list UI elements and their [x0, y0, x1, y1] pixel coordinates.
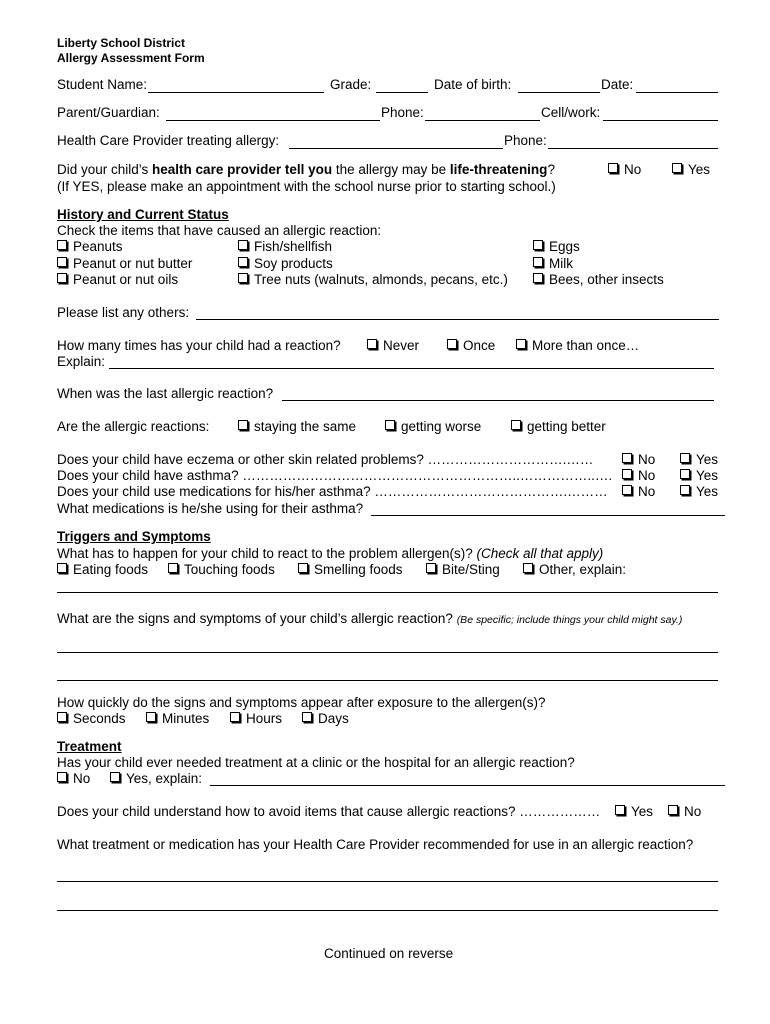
life-threat-yes[interactable]: Yes	[672, 162, 710, 177]
grade-field[interactable]	[376, 92, 428, 93]
trigger-eating[interactable]: Eating foods	[57, 562, 148, 577]
times-more[interactable]: More than once…	[516, 338, 639, 353]
checkbox-icon[interactable]	[367, 339, 377, 349]
allergen-peanut-butter[interactable]: Peanut or nut butter	[57, 256, 192, 271]
checkbox-icon[interactable]	[533, 240, 543, 250]
allergen-peanut-oils[interactable]: Peanut or nut oils	[57, 272, 178, 287]
speed-minutes[interactable]: Minutes	[146, 711, 209, 726]
checkbox-icon[interactable]	[622, 485, 632, 495]
checkbox-icon[interactable]	[516, 339, 526, 349]
trigger-other[interactable]: Other, explain:	[523, 562, 626, 577]
provider-phone-label: Phone:	[504, 133, 547, 148]
allergen-soy[interactable]: Soy products	[238, 256, 333, 271]
last-reaction-label: When was the last allergic reaction?	[57, 386, 274, 401]
dob-field[interactable]	[518, 92, 600, 93]
speed-seconds[interactable]: Seconds	[57, 711, 126, 726]
checkbox-icon[interactable]	[57, 772, 67, 782]
checkbox-icon[interactable]	[668, 805, 678, 815]
trend-worse[interactable]: getting worse	[385, 419, 481, 434]
treatment-question: Has your child ever needed treatment at a clinic or the hospital for an allergic reaction?	[57, 755, 575, 770]
cell-label: Cell/work:	[541, 105, 601, 120]
history-heading: History and Current Status	[57, 207, 229, 222]
trend-same[interactable]: staying the same	[238, 419, 356, 434]
continued-note: Continued on reverse	[324, 946, 454, 961]
dob-label: Date of birth:	[434, 77, 512, 92]
checkbox-icon[interactable]	[298, 563, 308, 573]
speed-hours[interactable]: Hours	[230, 711, 282, 726]
signs-field-2[interactable]	[57, 680, 718, 681]
eczema-no[interactable]: No	[622, 452, 655, 467]
checkbox-icon[interactable]	[672, 163, 682, 173]
allergen-tree-nuts[interactable]: Tree nuts (walnuts, almonds, pecans, etc.)	[238, 272, 508, 287]
recommended-field-1[interactable]	[57, 881, 718, 882]
recommended-field-2[interactable]	[57, 910, 718, 911]
which-meds-label: What medications is he/she using for their asthma?	[57, 501, 364, 516]
checkbox-icon[interactable]	[523, 563, 533, 573]
form-title: Allergy Assessment Form	[57, 51, 205, 65]
phone-label: Phone:	[381, 105, 424, 120]
provider-label: Health Care Provider treating allergy:	[57, 133, 280, 148]
asthma-meds-no[interactable]: No	[622, 484, 655, 499]
asthma-no[interactable]: No	[622, 468, 655, 483]
checkbox-icon[interactable]	[57, 273, 67, 283]
allergen-milk[interactable]: Milk	[533, 256, 573, 271]
speed-question: How quickly do the signs and symptoms appear after exposure to the allergen(s)?	[57, 695, 546, 710]
checkbox-icon[interactable]	[533, 257, 543, 267]
phone-field[interactable]	[425, 120, 540, 121]
provider-field[interactable]	[289, 148, 503, 149]
checkbox-icon[interactable]	[238, 240, 248, 250]
triggers-question: What has to happen for your child to react to the problem allergen(s)? (Check all that apply)	[57, 546, 604, 561]
eczema-yes[interactable]: Yes	[680, 452, 718, 467]
cell-field[interactable]	[603, 120, 718, 121]
checkbox-icon[interactable]	[168, 563, 178, 573]
checkbox-icon[interactable]	[238, 420, 248, 430]
allergen-fish[interactable]: Fish/shellfish	[238, 239, 332, 254]
checkbox-icon[interactable]	[57, 712, 67, 722]
student-name-field[interactable]	[148, 92, 324, 93]
parent-field[interactable]	[166, 120, 380, 121]
checkbox-icon[interactable]	[385, 420, 395, 430]
checkbox-icon[interactable]	[680, 485, 690, 495]
provider-phone-field[interactable]	[548, 148, 718, 149]
grade-label: Grade:	[330, 77, 372, 92]
date-field[interactable]	[636, 92, 718, 93]
trigger-smelling[interactable]: Smelling foods	[298, 562, 403, 577]
checkbox-icon[interactable]	[680, 453, 690, 463]
checkbox-icon[interactable]	[615, 805, 625, 815]
student-name-label: Student Name:	[57, 77, 148, 92]
parent-label: Parent/Guardian:	[57, 105, 160, 120]
checkbox-icon[interactable]	[238, 257, 248, 267]
checkbox-icon[interactable]	[57, 257, 67, 267]
which-meds-field[interactable]	[371, 515, 725, 516]
times-once[interactable]: Once	[447, 338, 495, 353]
speed-days[interactable]: Days	[302, 711, 349, 726]
date-label: Date:	[601, 77, 634, 92]
allergen-bees[interactable]: Bees, other insects	[533, 272, 664, 287]
life-threat-question: Did your child’s health care provider tell you the allergy may be life-threatening?	[57, 162, 555, 177]
asthma-meds-yes[interactable]: Yes	[680, 484, 718, 499]
district-name: Liberty School District	[57, 36, 186, 50]
checkbox-icon[interactable]	[238, 273, 248, 283]
treatment-no[interactable]: No	[57, 771, 90, 786]
eczema-question: Does your child have eczema or other skin related problems? ………………………….……	[57, 452, 594, 467]
checkbox-icon[interactable]	[447, 339, 457, 349]
checkbox-icon[interactable]	[302, 712, 312, 722]
checkbox-icon[interactable]	[511, 420, 521, 430]
asthma-question: Does your child have asthma? ……………………………………………………..……………..….	[57, 468, 613, 483]
times-question: How many times has your child had a reaction?	[57, 338, 341, 353]
checkbox-icon[interactable]	[622, 453, 632, 463]
asthma-yes[interactable]: Yes	[680, 468, 718, 483]
allergen-eggs[interactable]: Eggs	[533, 239, 580, 254]
trigger-other-field[interactable]	[57, 592, 718, 593]
explain-label: Explain:	[57, 354, 106, 369]
checkbox-icon[interactable]	[680, 469, 690, 479]
checkbox-icon[interactable]	[146, 712, 156, 722]
explain-field[interactable]	[109, 368, 714, 369]
checkbox-icon[interactable]	[57, 563, 67, 573]
others-label: Please list any others:	[57, 305, 190, 320]
checkbox-icon[interactable]	[426, 563, 436, 573]
checkbox-icon[interactable]	[622, 469, 632, 479]
others-field[interactable]	[196, 319, 719, 320]
reactions-trend-question: Are the allergic reactions:	[57, 419, 210, 434]
trend-better[interactable]: getting better	[511, 419, 606, 434]
checkbox-icon[interactable]	[608, 163, 618, 173]
trigger-touching[interactable]: Touching foods	[168, 562, 275, 577]
asthma-meds-question: Does your child use medications for his/her asthma? …………………………………….………	[57, 484, 608, 499]
treatment-yes[interactable]: Yes, explain:	[110, 771, 202, 786]
checkbox-icon[interactable]	[110, 772, 120, 782]
triggers-heading: Triggers and Symptoms	[57, 529, 211, 544]
treatment-explain-field[interactable]	[210, 785, 725, 786]
allergen-peanuts[interactable]: Peanuts	[57, 239, 123, 254]
times-never[interactable]: Never	[367, 338, 419, 353]
avoid-question: Does your child understand how to avoid items that cause allergic reactions? ………………	[57, 804, 601, 819]
checkbox-icon[interactable]	[230, 712, 240, 722]
checkbox-icon[interactable]	[533, 273, 543, 283]
treatment-heading: Treatment	[57, 739, 122, 754]
life-threat-no[interactable]: No	[608, 162, 641, 177]
trigger-bite[interactable]: Bite/Sting	[426, 562, 500, 577]
avoid-no[interactable]: No	[668, 804, 701, 819]
recommended-question: What treatment or medication has your Health Care Provider recommended for use in an allergic reaction?	[57, 837, 694, 852]
checkbox-icon[interactable]	[57, 240, 67, 250]
signs-question: What are the signs and symptoms of your child’s allergic reaction? (Be specific; include things your child might say.)	[57, 611, 683, 626]
history-instruction: Check the items that have caused an allergic reaction:	[57, 223, 382, 238]
signs-field-1[interactable]	[57, 652, 718, 653]
life-threat-note: (If YES, please make an appointment with the school nurse prior to starting school.)	[57, 179, 556, 194]
avoid-yes[interactable]: Yes	[615, 804, 653, 819]
last-reaction-field[interactable]	[282, 400, 714, 401]
